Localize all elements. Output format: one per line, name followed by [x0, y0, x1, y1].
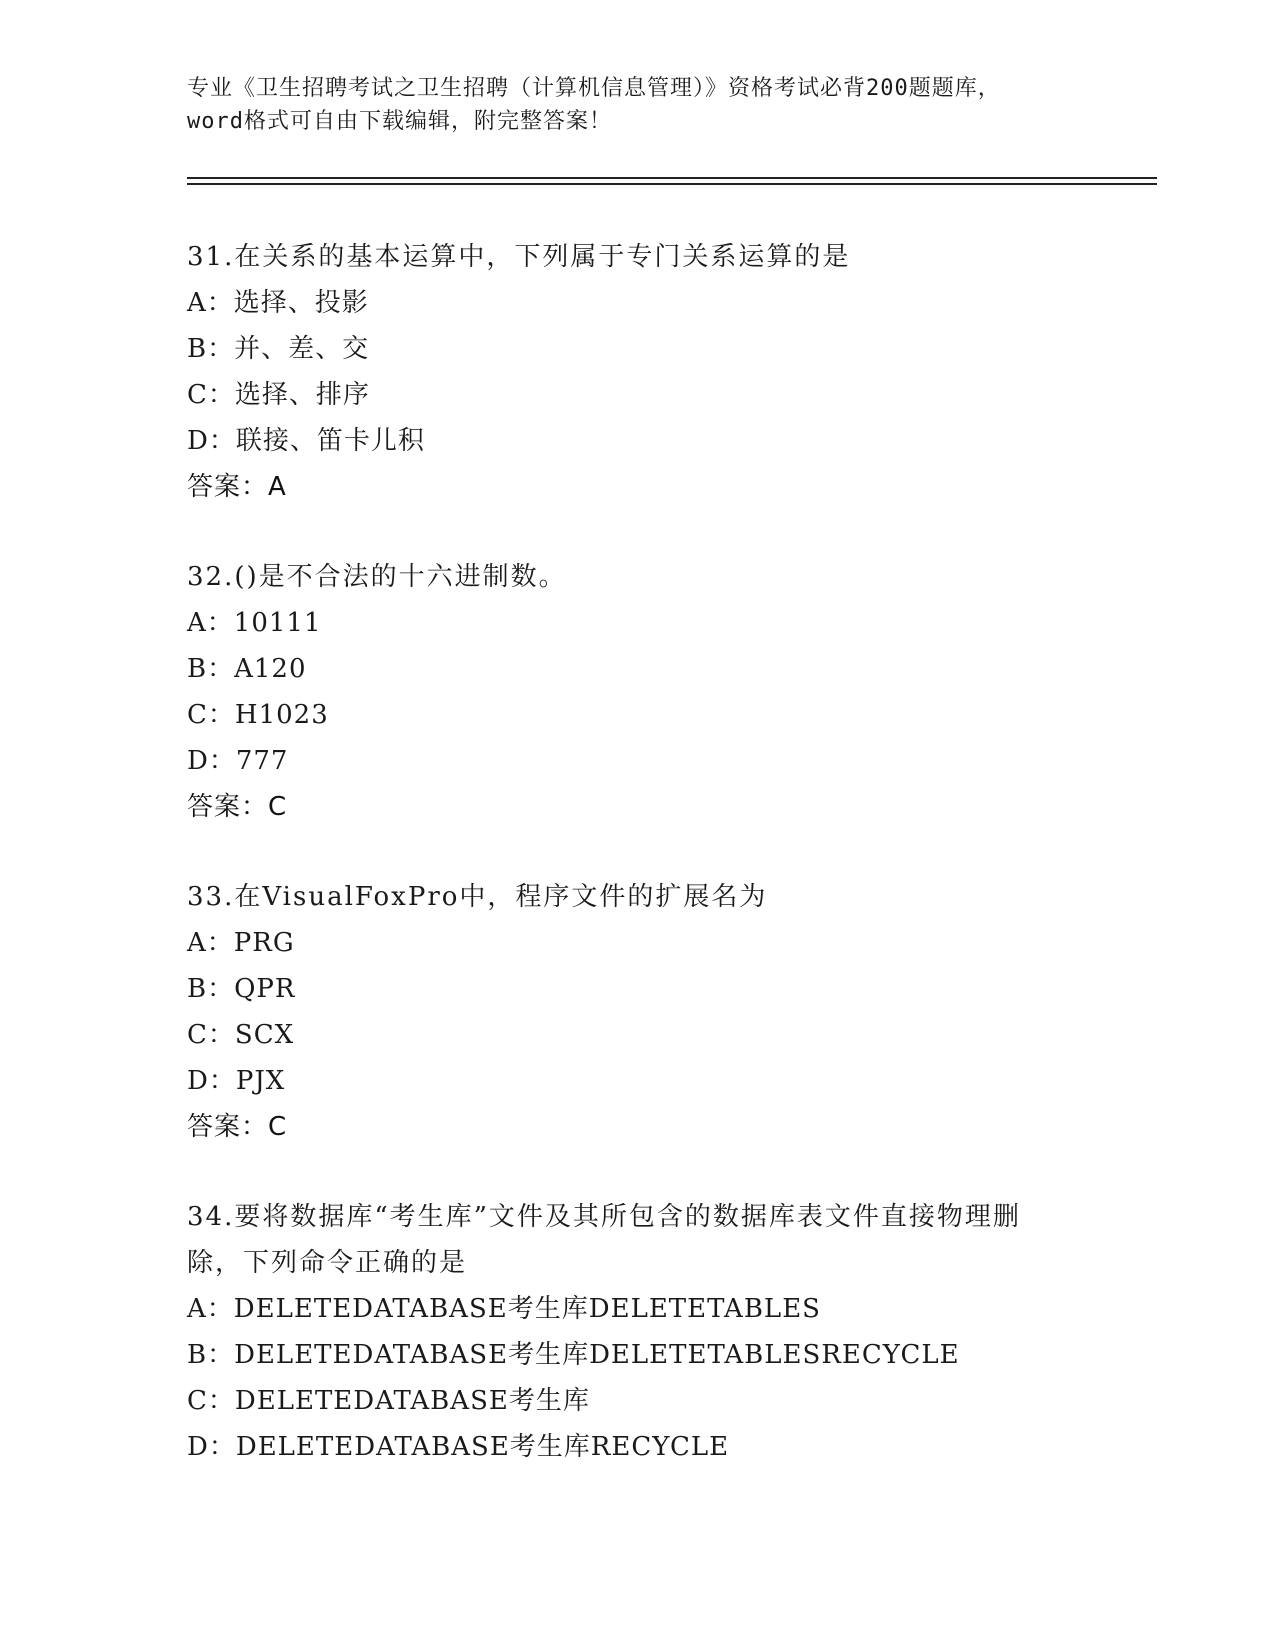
question-32 — [187, 554, 1087, 830]
header-title-line-1: 专业《卫生招聘考试之卫生招聘（计算机信息管理）》资格考试必背200题题库， — [187, 76, 1001, 101]
question-34 — [187, 1194, 1087, 1470]
option-a: A：10111 — [187, 608, 322, 638]
option-d: D：PJX — [187, 1066, 286, 1096]
option-d: D：777 — [187, 746, 289, 776]
option-d: D：联接、笛卡儿积 — [187, 426, 425, 456]
option-c: C：DELETEDATABASE考生库 — [187, 1386, 590, 1416]
option-a: A：PRG — [187, 928, 295, 958]
answer: 答案：C — [187, 1112, 288, 1142]
option-a: A：选择、投影 — [187, 288, 369, 318]
question-text: 33.在VisualFoxPro中，程序文件的扩展名为 — [187, 882, 768, 912]
question-text: 32.()是不合法的十六进制数。 — [187, 562, 567, 592]
option-b: B：A120 — [187, 654, 307, 684]
option-b: B：DELETEDATABASE考生库DELETETABLESRECYCLE — [187, 1340, 960, 1370]
option-c: C：H1023 — [187, 700, 329, 730]
header-divider-top — [187, 177, 1157, 179]
document-header — [187, 72, 1087, 138]
answer: 答案：A — [187, 472, 287, 502]
question-31 — [187, 234, 1087, 510]
option-b: B：并、差、交 — [187, 334, 370, 364]
header-title-line-2: word格式可自由下载编辑，附完整答案！ — [187, 109, 612, 134]
option-d: D：DELETEDATABASE考生库RECYCLE — [187, 1432, 730, 1462]
option-c: C：选择、排序 — [187, 380, 370, 410]
question-text-line-2: 除，下列命令正确的是 — [187, 1248, 468, 1278]
answer: 答案：C — [187, 792, 288, 822]
option-a: A：DELETEDATABASE考生库DELETETABLES — [187, 1294, 821, 1324]
option-c: C：SCX — [187, 1020, 295, 1050]
header-divider-bottom — [187, 183, 1157, 185]
question-text-line-1: 34.要将数据库“考生库”文件及其所包含的数据库表文件直接物理删 — [187, 1202, 1021, 1232]
question-text: 31.在关系的基本运算中，下列属于专门关系运算的是 — [187, 242, 851, 272]
question-33 — [187, 874, 1087, 1150]
option-b: B：QPR — [187, 974, 296, 1004]
